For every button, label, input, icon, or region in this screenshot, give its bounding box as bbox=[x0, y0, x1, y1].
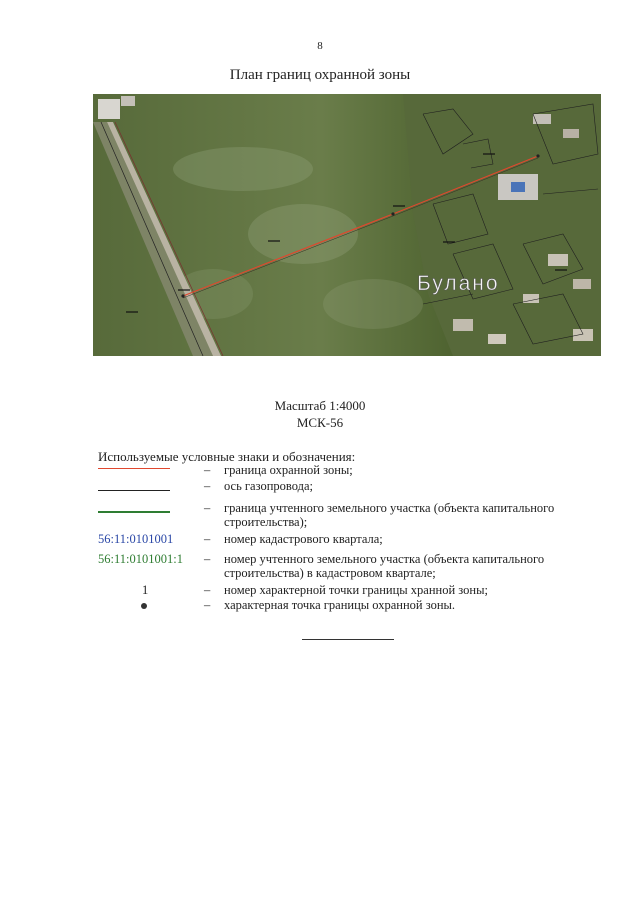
legend-dash: – bbox=[204, 598, 211, 612]
boundary-point bbox=[536, 154, 539, 157]
legend-dash: – bbox=[204, 552, 211, 566]
building bbox=[488, 334, 506, 344]
building bbox=[573, 329, 593, 341]
building bbox=[533, 114, 551, 124]
building bbox=[121, 96, 135, 106]
legend-symbol-parcel-number: 56:11:0101001:1 bbox=[98, 552, 183, 566]
legend-heading: Используемые условные знаки и обозначения: bbox=[98, 449, 356, 464]
legend-dash: – bbox=[204, 583, 211, 597]
building bbox=[573, 279, 591, 289]
page-number: 8 bbox=[317, 40, 323, 52]
page-title: План границ охранной зоны bbox=[229, 67, 411, 83]
legend-text: характерная точка границы охранной зоны. bbox=[224, 598, 456, 612]
coordinate-system: МСК-56 bbox=[296, 415, 344, 430]
legend-dash: – bbox=[204, 532, 211, 546]
legend-symbol-green-line bbox=[98, 511, 170, 513]
legend-text: номер кадастрового квартала; bbox=[224, 532, 383, 546]
legend-symbol-point-number: 1 bbox=[142, 583, 149, 597]
legend-text: граница охранной зоны; bbox=[224, 463, 353, 477]
legend-dash: – bbox=[204, 501, 211, 515]
field-patch bbox=[173, 147, 313, 191]
building bbox=[453, 319, 473, 331]
legend-symbol-black-line bbox=[98, 490, 170, 491]
map-graphic bbox=[93, 94, 601, 356]
settlement-label: Булано bbox=[417, 272, 500, 295]
satellite-map[interactable] bbox=[93, 94, 601, 356]
scale-block bbox=[0, 397, 640, 431]
legend-dash: – bbox=[204, 479, 211, 493]
boundary-point bbox=[181, 294, 184, 297]
legend-symbol-dot-icon bbox=[141, 603, 147, 609]
legend-symbol-cadastral-quarter: 56:11:0101001 bbox=[98, 532, 174, 546]
scale-ratio: Масштаб 1:4000 bbox=[274, 398, 366, 413]
legend-dash: – bbox=[204, 463, 211, 477]
legend-symbol-red-line bbox=[98, 468, 170, 469]
building bbox=[98, 99, 120, 119]
legend-text: граница учтенного земельного участка (объекта капитального строительства); bbox=[224, 501, 555, 529]
legend-text: номер характерной точки границы хранной зоны; bbox=[224, 583, 488, 597]
end-rule bbox=[302, 639, 394, 640]
boundary-point bbox=[391, 212, 394, 215]
legend-text: номер учтенного земельного участка (объекта капитального строительства) в кадастровом квартале; bbox=[224, 552, 545, 580]
building bbox=[548, 254, 568, 266]
building bbox=[563, 129, 579, 138]
building bbox=[511, 182, 525, 192]
legend-text: ось газопровода; bbox=[224, 479, 314, 493]
field-patch bbox=[323, 279, 423, 329]
